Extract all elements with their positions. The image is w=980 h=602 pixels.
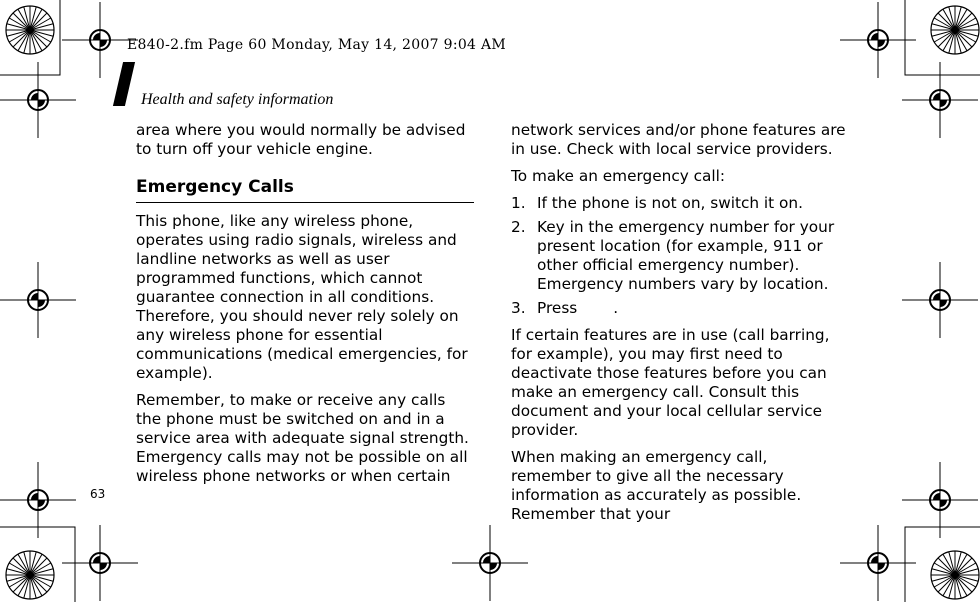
- starburst-center: [27, 27, 33, 33]
- step-suffix: .: [613, 299, 619, 317]
- running-head: Health and safety information: [141, 91, 334, 108]
- list-item: [511, 218, 849, 294]
- left-column: [136, 121, 474, 494]
- starburst-center: [952, 572, 958, 578]
- paragraph: Remember, to make or receive any calls the phone must be switched on and in a service area with adequate signal strength. Emergency calls may not be possible on all wireless phone networks or when certain: [136, 391, 469, 485]
- steps-list: [511, 194, 849, 318]
- starburst-center: [27, 572, 33, 578]
- step-number: 3.: [511, 299, 526, 317]
- paragraph: This phone, like any wireless phone, operates using radio signals, wireless and landline networks as well as user programmed functions, which cannot guarantee connection in all conditions. Therefore, you should never rely solely on any wireless phone for essential communications (medical emergencies, for example).: [136, 212, 468, 382]
- list-item: [511, 299, 849, 318]
- print-header: E840-2.fm Page 60 Monday, May 14, 2007 9:04 AM: [127, 37, 507, 53]
- right-intro: network services and/or phone features are in use. Check with local service providers.: [511, 121, 846, 158]
- section-heading: Emergency Calls: [136, 176, 474, 203]
- left-intro: area where you would normally be advised to turn off your vehicle engine.: [136, 121, 466, 158]
- step-number: 2.: [511, 218, 526, 236]
- step-number: 1.: [511, 194, 526, 212]
- list-item: [511, 194, 849, 213]
- step-text: Press: [537, 299, 578, 317]
- page-number: 63: [90, 487, 106, 501]
- paragraph: When making an emergency call, remember to give all the necessary information as accurately as possible. Remember that your: [511, 448, 802, 523]
- step-text: If the phone is not on, switch it on.: [537, 194, 803, 212]
- starburst-center: [952, 27, 958, 33]
- step-text: Key in the emergency number for your present location (for example, 911 or other official emergency number). Emergency numbers vary by location.: [537, 218, 835, 293]
- steps-lead: To make an emergency call:: [511, 167, 726, 185]
- paragraph: If certain features are in use (call barring, for example), you may first need to deactivate those features before you can make an emergency call. Consult this document and your local cellular service provider.: [511, 326, 830, 439]
- right-column: [511, 121, 849, 532]
